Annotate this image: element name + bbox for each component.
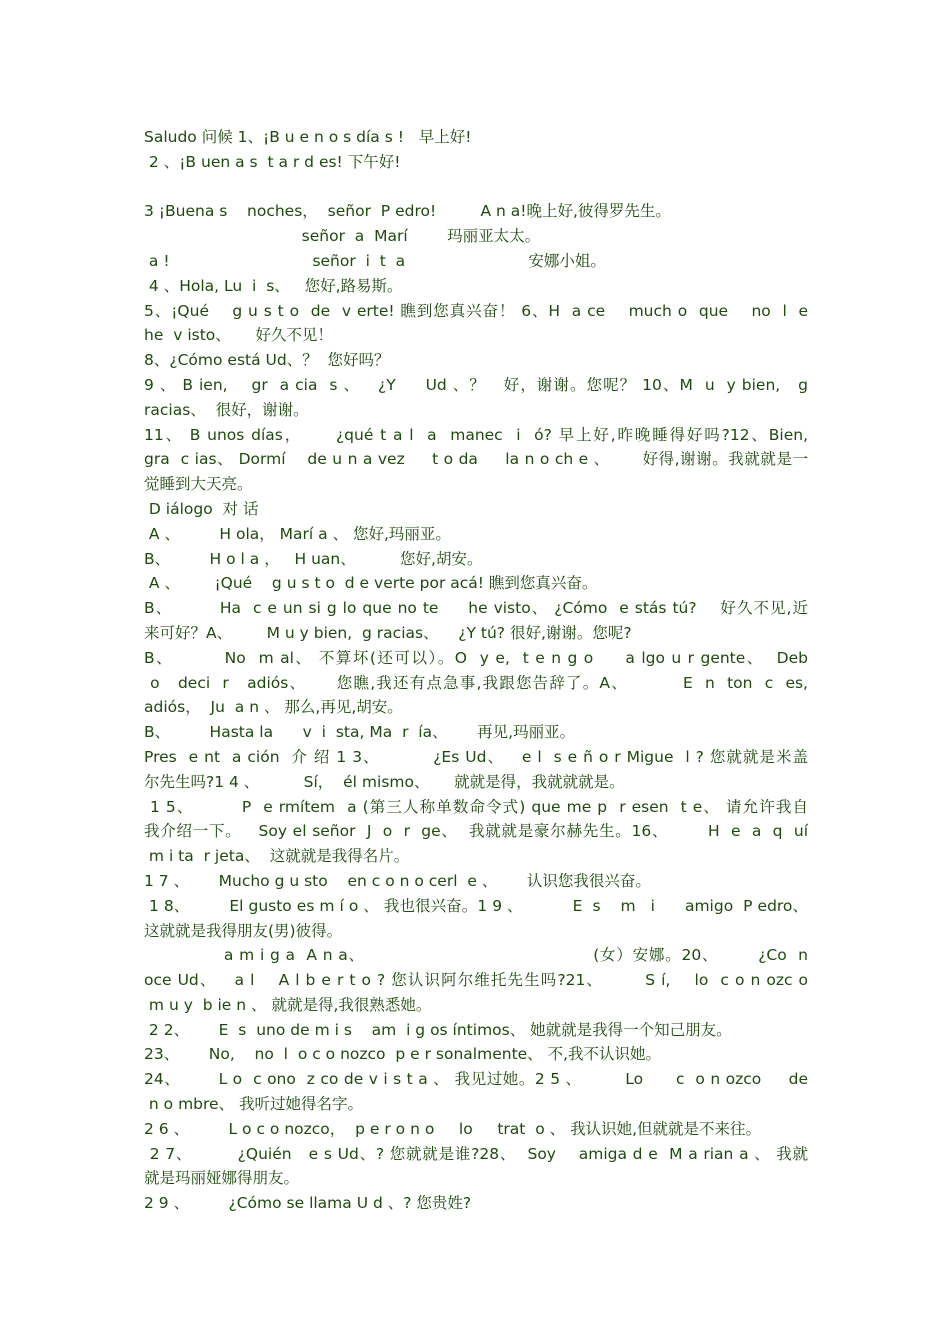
text-line: B、 No m al、 不算坏(还可以）。O y e, t e n g o a lgo u r gente、 Deb <box>144 648 808 667</box>
blank-line <box>144 175 808 200</box>
text-line: 2 6 、 L o c o nozco， p e r o n o lo trat o 、 我认识她,但就就是不来往。 <box>144 1119 762 1138</box>
text-line: 11、 B unos días， ¿qué t a l a manec i ó? 早上好,昨晚睡得好吗?12、Bien, <box>144 425 808 444</box>
text-line: m u y b ie n 、 就就是得,我很熟悉她。 <box>144 995 432 1014</box>
text-line: 1 7 、 Mucho g u sto en c o n o cerl e 、 认识您我很兴奋。 <box>144 871 651 890</box>
text-line: 2 9 、 ¿Cómo se llama U d 、? 您贵姓? <box>144 1194 472 1213</box>
text-line: m i ta r jeta、 这就就是我得名片。 <box>144 847 410 866</box>
text-line: 8、¿Cómo está Ud、？ 您好吗？ <box>144 351 390 370</box>
text-line: 我介绍一下。 Soy el señor J o r ge、 我就就是豪尔赫先生。16、 H e a q uí <box>144 822 808 841</box>
text-line: 5、¡Qué g u s t o de v erte! 瞧到您真兴奋！ 6、H a ce much o que no l e <box>144 301 808 320</box>
text-line: n o mbre、 我听过她得名字。 <box>144 1095 364 1114</box>
text-line: a m i g a A n a、 (女）安娜。20、 ¿Co n <box>144 946 808 965</box>
text-line: B、 Ha c e un si g lo que no te he visto、 ¿Cómo e stás tú? 好久不见,近 <box>144 599 808 618</box>
text-line: Saludo 问候 1、¡B u e n o s día s ! 早上好! <box>144 128 472 146</box>
text-line: o deci r adiós、 您瞧,我还有点急事,我跟您告辞了。A、 E n ton c es, <box>144 673 808 692</box>
text-line: racias、 很好，谢谢。 <box>144 400 309 419</box>
document-body <box>144 125 808 1216</box>
text-line: A 、 ¡Qué g u s t o d e verte por acá! 瞧到您真兴奋。 <box>144 574 598 593</box>
text-line: 尔先生吗?1 4 、 Sí， él mismo、 就就是得，我就就就是。 <box>144 772 625 791</box>
text-line: 这就就是我得朋友(男)彼得。 <box>144 921 343 940</box>
text-line: 来可好？A、 M u y bien, g racias、 ¿Y tú? 很好,谢谢。您呢? <box>144 623 632 642</box>
text-line: adiós， Ju a n 、 那么,再见,胡安。 <box>144 698 403 717</box>
text-line: 2 2、 E s uno de m i s am i g os íntimos、 她就就是我得一个知己朋友。 <box>144 1020 732 1039</box>
text-line: 1 5、 P e rmítem a (第三人称单数命令式) que me p r esen t e、 请允许我自 <box>144 797 808 816</box>
text-line: he v isto、 好久不见！ <box>144 326 333 345</box>
text-line: 3 ¡Buena s noches， señor P edro! A n a!晚上好,彼得罗先生。 <box>144 202 671 221</box>
text-line: B、 Hasta la v i sta, Ma r ía、 再见,玛丽亚。 <box>144 723 576 742</box>
text-line: 就是玛丽娅娜得朋友。 <box>144 1169 300 1188</box>
text-line: 2 7、 ¿Quién e s Ud、? 您就就是谁?28、 Soy amiga d e M a rian a 、 我就 <box>144 1144 808 1163</box>
text-line: 24、 L o c ono z co de v i s t a 、 我见过她。2 5 、 Lo c o n ozco de <box>144 1070 808 1089</box>
text-line: 1 8、 El gusto es m í o 、 我也很兴奋。1 9 、 E s m i amigo P edro、 <box>144 896 808 915</box>
text-line: D iálogo 对 话 <box>144 499 259 518</box>
text-line: B、 H o l a ， H uan、 您好,胡安。 <box>144 549 483 568</box>
text-line: 2 、¡B uen a s t a r d es! 下午好! <box>144 152 401 171</box>
text-line: 23、 No, no l o c o nozco p e r sonalmente、 不,我不认识她。 <box>144 1045 662 1064</box>
text-line: 9 、 B ien, gr a cia s 、 ¿Y Ud 、？ 好，谢谢。您呢？ 10、M u y bien, g <box>144 375 808 394</box>
text-line: 觉睡到大天亮。 <box>144 475 253 494</box>
text-line: oce Ud、 a l A l b e r t o ? 您认识阿尔维托先生吗?21、 S í, lo c o n ozc o <box>144 971 808 990</box>
text-line: Pres e nt a ción 介 绍 1 3、 ¿Es Ud、 e l s e ñ o r Migue l ? 您就就是米盖 <box>144 747 808 766</box>
text-line: gra c ias、 Dormí de u n a vez t o da la n o ch e 、 好得,谢谢。我就就是一 <box>144 450 808 469</box>
text-line: a ! señor i t a 安娜小姐。 <box>144 251 606 270</box>
text-line: A 、 H ola， Marí a 、 您好,玛丽亚。 <box>144 524 451 543</box>
text-line: 4 、Hola, Lu i s、 您好,路易斯。 <box>144 276 403 295</box>
text-line: señor a Marí 玛丽亚太太。 <box>144 227 541 246</box>
